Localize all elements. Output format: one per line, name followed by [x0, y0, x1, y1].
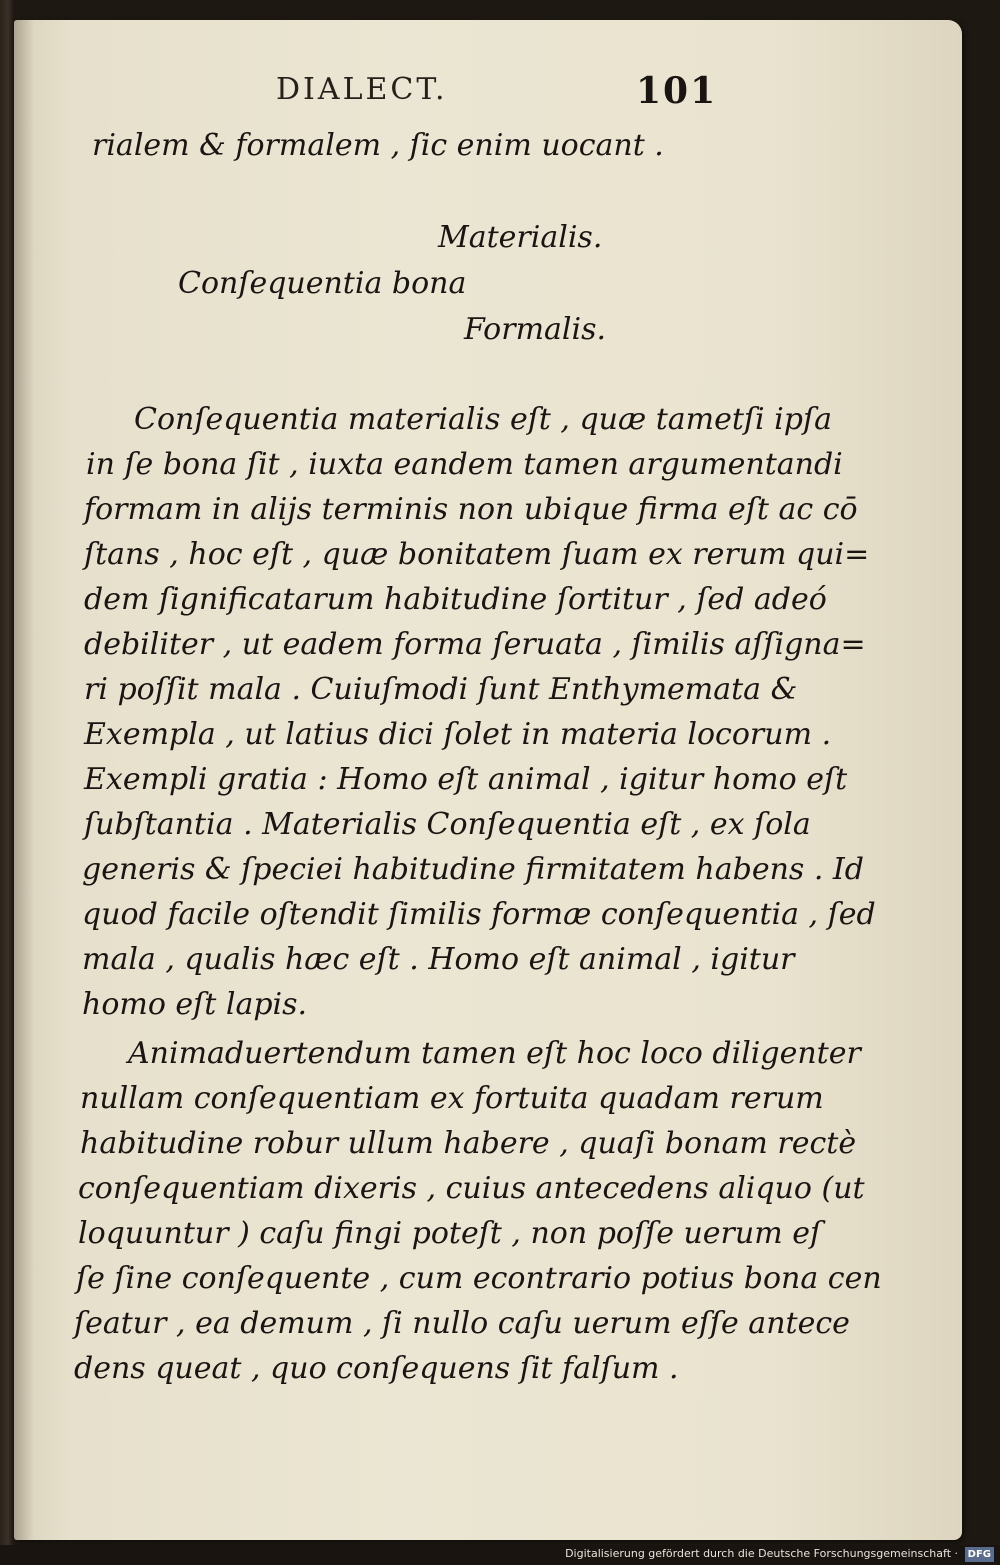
text-line: Animaduertendum tamen eſt hoc loco diligenter	[128, 1036, 861, 1071]
text-line: formam in alijs terminis non ubique firma eſt ac cō	[84, 492, 858, 527]
text-line: ſe ſine conſequente , cum econtrario potius bona cen	[76, 1261, 882, 1296]
text-line: habitudine robur ullum habere , quaſi bonam rectè	[80, 1126, 857, 1161]
text-line: Exempli gratia : Homo eſt animal , igitur homo eſt	[84, 762, 848, 797]
text-line: nullam conſequentiam ex fortuita quadam rerum	[80, 1081, 824, 1116]
digitization-credit: Digitalisierung gefördert durch die Deutsche Forschungsgemeinschaft ·	[565, 1547, 958, 1560]
text-line: debiliter , ut eadem forma ſeruata , ſimilis aſſigna=	[84, 627, 866, 662]
text-line: generis & ſpeciei habitudine firmitatem habens . Id	[82, 852, 864, 887]
text-line: in ſe bona ſit , iuxta eandem tamen argumentandi	[86, 447, 843, 482]
text-line: loquuntur ) caſu fingi poteſt , non poſſe uerum eſ	[78, 1216, 822, 1251]
page-number: 101	[636, 70, 718, 112]
text-line: ſtans , hoc eſt , quæ bonitatem ſuam ex rerum qui=	[84, 537, 870, 572]
text-line: dens queat , quo conſequens ſit falſum .	[74, 1351, 679, 1386]
text-line: ri poſſit mala . Cuiuſmodi ſunt Enthymemata &	[84, 672, 798, 707]
text-line: Exempla , ut latius dici ſolet in materia locorum .	[84, 717, 832, 752]
text-line: conſequentiam dixeris , cuius antecedens aliquo (ut	[78, 1171, 865, 1206]
text-line: quod facile oſtendit ſimilis formæ conſequentia , ſed	[82, 897, 876, 932]
text-line: ſeatur , ea demum , ſi nullo caſu uerum eſſe antece	[74, 1306, 850, 1341]
text-line: mala , qualis hæc eſt . Homo eſt animal , igitur	[82, 942, 795, 977]
text-line: homo eſt lapis.	[82, 987, 308, 1022]
diagram-branch-material: Materialis.	[438, 220, 603, 255]
running-title: DIALECT.	[276, 72, 448, 107]
diagram-root: Conſequentia bona	[178, 266, 467, 301]
dfg-logo: DFG	[965, 1547, 994, 1562]
opening-line: rialem & formalem , ſic enim uocant .	[92, 128, 664, 163]
diagram-branch-formal: Formalis.	[464, 312, 607, 347]
text-line: ſubſtantia . Materialis Conſequentia eſt , ex ſola	[84, 807, 811, 842]
text-line: Conſequentia materialis eſt , quæ tametſi ipſa	[134, 402, 832, 437]
text-line: dem ſignificatarum habitudine ſortitur , ſed adeó	[84, 582, 827, 617]
